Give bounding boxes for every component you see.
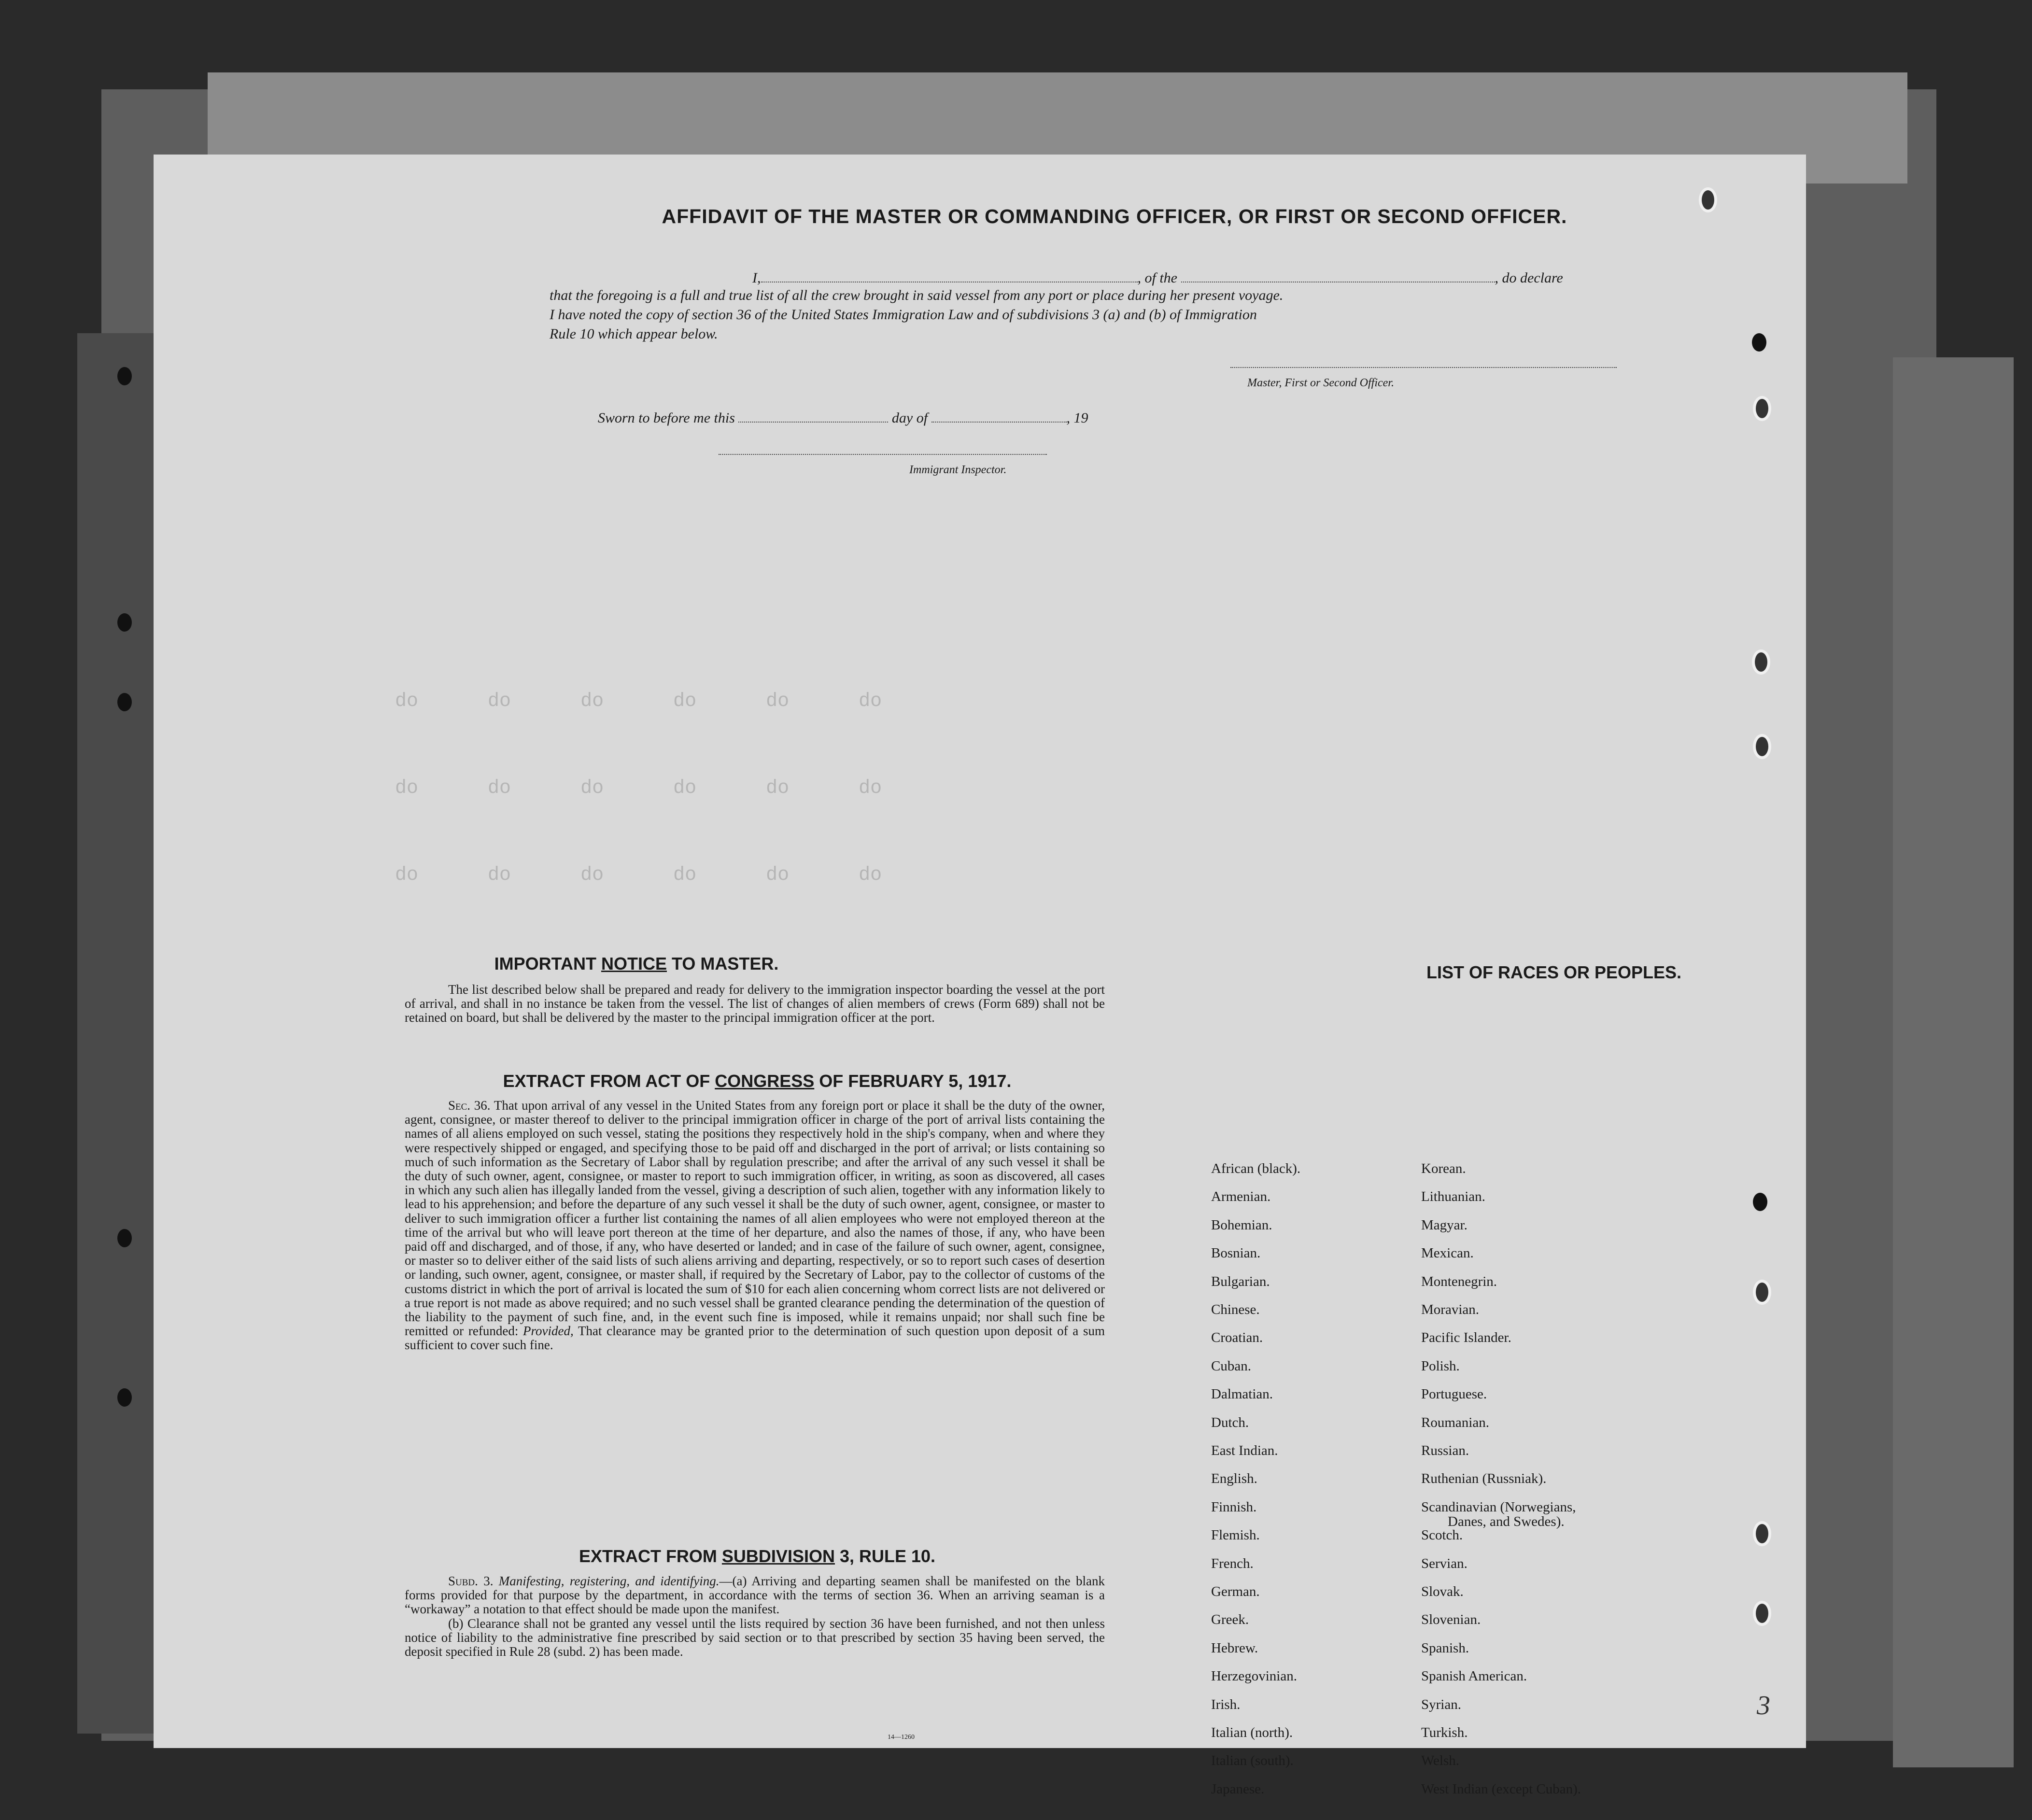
race-item: Syrian. xyxy=(1421,1696,1461,1712)
master-signature-line xyxy=(1230,367,1617,368)
race-item: Herzegovinian. xyxy=(1211,1668,1297,1684)
race-item: Slovenian. xyxy=(1421,1612,1481,1628)
race-item: Polish. xyxy=(1421,1358,1460,1374)
race-item: Italian (south). xyxy=(1211,1753,1294,1769)
binder-hole xyxy=(1753,1601,1771,1626)
sworn-line xyxy=(598,408,1088,426)
extract-rule-title xyxy=(395,1546,1119,1566)
affidavit-text-2: that the foregoing is a full and true list of all the crew brought in said vessel from any port or place during her present voyage. xyxy=(550,287,1284,303)
race-item: Welsh. xyxy=(1421,1753,1460,1769)
race-item: Mexican. xyxy=(1421,1245,1474,1261)
master-signature-label: Master, First or Second Officer. xyxy=(1247,377,1394,389)
race-item: Bohemian. xyxy=(1211,1217,1272,1233)
race-item: Bosnian. xyxy=(1211,1245,1261,1261)
bleed-through: do do do do do do xyxy=(395,777,882,799)
race-item: Ruthenian (Russniak). xyxy=(1421,1471,1547,1487)
subd-para-b: (b) Clearance shall not be granted any vessel until the lists required by section 36 have been furnished, and not then unless notice of liability to the administrative fine prescribed by said section or to that prescribed by section 35 having been served, the deposit specified in Rule 28 (subd. 2) has been made. xyxy=(405,1616,1105,1659)
race-item: Roumanian. xyxy=(1421,1414,1489,1430)
race-item: Slovak. xyxy=(1421,1584,1464,1599)
background-sheet-right xyxy=(1893,357,2014,1767)
vessel-name-blank xyxy=(1181,268,1495,282)
race-item: Croatian. xyxy=(1211,1330,1263,1346)
notice-title-underlined: NOTICE xyxy=(601,954,667,973)
extract-act-title-part: EXTRACT FROM ACT OF xyxy=(503,1071,715,1091)
race-item: Hebrew. xyxy=(1211,1640,1258,1656)
declarant-name-blank xyxy=(761,268,1138,282)
race-item: Armenian. xyxy=(1211,1189,1271,1205)
binder-hole xyxy=(1752,333,1766,352)
race-item: French. xyxy=(1211,1555,1254,1571)
binder-hole xyxy=(1753,1521,1771,1546)
sworn-date-blank xyxy=(738,408,888,423)
binder-hole xyxy=(1699,187,1717,212)
affidavit-text-3: I have noted the copy of section 36 of the United States Immigration Law and of subdivisions 3 (a) and (b) of Immigration xyxy=(550,307,1257,323)
race-item: Danes, and Swedes). xyxy=(1448,1513,1565,1529)
race-item: English. xyxy=(1211,1471,1257,1487)
race-item: Greek. xyxy=(1211,1612,1249,1628)
race-item: Montenegrin. xyxy=(1421,1273,1497,1289)
race-item: Servian. xyxy=(1421,1555,1468,1571)
binder-hole xyxy=(1753,396,1771,421)
race-item: Italian (north). xyxy=(1211,1725,1293,1740)
race-item: Chinese. xyxy=(1211,1302,1260,1317)
binder-hole xyxy=(117,1388,132,1407)
race-item: Lithuanian. xyxy=(1421,1189,1485,1205)
sec-36-text: That upon arrival of any vessel in the United States from any foreign port or place it shall be the duty of the owner, agent, consignee, or master thereof to deliver to the principal immigration officer in charge of the port of arrival lists containing the names of all aliens employed on such vessel, stating the positions they respectively hold in the ship's company, when and where they were respectively shipped or engaged, and specifying those to be paid off and discharged in the port of arrival; or lists containing so much of such information as the Secretary of Labor shall by regulation prescribe; and after the arrival of any such vessel it shall be the duty of such owner, agent, consignee, or master to report to such immigration officer, in writing, as soon as discovered, all cases in which any such alien has illegally landed from the vessel, giving a description of such alien, together with any information likely to lead to his apprehension; and before the departure of any such vessel it shall be the duty of such owner, agent, consignee, or master to deliver to such immigration officer a further list containing the names of all alien employees who were not employed thereon at the time of the arrival but who will leave port thereon at the time of her departure, and also the names of those, if any, who have been paid off and discharged, and of those, if any, who have deserted or landed; and in case of the failure of such owner, agent, consignee, or master so to deliver either of the said lists of such aliens arriving and departing, respectively, or so to report such cases of desertion or landing, such owner, agent, consignee, or master shall, if required by the Secretary of Labor, pay to the collector of customs of the customs district in which the port of arrival is located the sum of $10 for each alien concerning whom correct lists are not delivered or a true report is not made as above required; and no such vessel shall be granted clearance pending the determination of the question of the liability to the payment of such fine, and, in the event such fine is imposed, while it remains unpaid; nor shall such fine be remitted or refunded: xyxy=(405,1098,1105,1339)
sec-36-text-end: That clearance may be granted prior to the determination of such question upon deposit of a sum sufficient to cover such fine. xyxy=(405,1324,1105,1353)
declarant-prefix: I, xyxy=(752,270,761,286)
race-item: Scotch. xyxy=(1421,1527,1463,1543)
binder-hole xyxy=(1753,734,1771,759)
binder-hole xyxy=(117,693,132,711)
sworn-month-blank xyxy=(931,408,1067,423)
notice-title xyxy=(395,954,878,974)
corner-handwritten-mark: 3 xyxy=(1757,1691,1770,1721)
race-item: Dutch. xyxy=(1211,1414,1249,1430)
race-item: Korean. xyxy=(1421,1161,1466,1176)
extract-rule-title-part: 3, RULE 10. xyxy=(834,1546,936,1566)
vessel-prefix: , of the xyxy=(1137,270,1177,286)
sec-label: Sec. 36. xyxy=(448,1098,491,1113)
binder-hole xyxy=(117,367,132,385)
form-number: 14—1260 xyxy=(888,1734,915,1741)
binder-hole xyxy=(1752,649,1770,675)
extract-act-body xyxy=(405,1099,1105,1353)
binder-hole xyxy=(117,613,132,632)
race-item: African (black). xyxy=(1211,1161,1301,1176)
race-item: Dalmatian. xyxy=(1211,1386,1273,1402)
race-item: Russian. xyxy=(1421,1443,1469,1458)
year-label: , 19 xyxy=(1066,410,1088,426)
race-item: Pacific Islander. xyxy=(1421,1330,1511,1346)
affidavit-page xyxy=(154,155,1806,1797)
bleed-through: do do do do do do xyxy=(395,691,882,712)
race-item: Japanese. xyxy=(1211,1781,1265,1797)
race-item: Spanish American. xyxy=(1421,1668,1527,1684)
bleed-through: do do do do do do xyxy=(395,864,882,886)
race-item: East Indian. xyxy=(1211,1443,1278,1458)
extract-act-title-underlined: CONGRESS xyxy=(715,1071,815,1091)
binder-hole xyxy=(117,1229,132,1247)
race-item: Cuban. xyxy=(1211,1358,1251,1374)
binder-hole xyxy=(1753,1193,1767,1211)
race-item: Spanish. xyxy=(1421,1640,1469,1656)
extract-rule-body xyxy=(405,1574,1105,1659)
extract-rule-title-underlined: SUBDIVISION xyxy=(721,1546,835,1566)
subd-para-a: —(a) Arriving and departing seamen shall be manifested on the blank forms provided for that purpose by the department, in accordance with the terms of section 36. When an arriving seaman is a “workaway” a notation to that effect should be made upon the manifest. xyxy=(405,1574,1105,1617)
race-item: Finnish. xyxy=(1211,1499,1257,1515)
race-item: Magyar. xyxy=(1421,1217,1468,1233)
declare-suffix: , do declare xyxy=(1495,270,1563,286)
sworn-prefix: Sworn to before me this xyxy=(598,410,735,426)
inspector-label: Immigrant Inspector. xyxy=(909,464,1007,476)
race-item: Portuguese. xyxy=(1421,1386,1487,1402)
race-item: Moravian. xyxy=(1421,1302,1479,1317)
binder-hole xyxy=(1753,1280,1771,1305)
notice-title-part: TO MASTER. xyxy=(666,954,779,973)
race-item: Scandinavian (Norwegians, xyxy=(1421,1499,1576,1515)
notice-body: The list described below shall be prepared and ready for delivery to the immigration inspector boarding the vessel at the port of arrival, and shall in no instance be taken from the vessel. The list of changes of alien members of crews (Form 689) shall not be retained on board, but shall be delivered by the master to the principal immigration officer at the port. xyxy=(405,982,1105,1025)
day-of-label: day of xyxy=(891,410,928,426)
extract-rule-title-part: EXTRACT FROM xyxy=(579,1546,722,1566)
race-item: Flemish. xyxy=(1211,1527,1260,1543)
race-item: West Indian (except Cuban). xyxy=(1421,1781,1581,1797)
declaration-line xyxy=(550,268,1563,286)
subd-heading: Manifesting, registering, and identifying. xyxy=(498,1574,720,1588)
notice-title-part: IMPORTANT xyxy=(494,954,601,973)
races-title: LIST OF RACES OR PEOPLES. xyxy=(1426,962,1682,982)
extract-act-title-part: OF FEBRUARY 5, 1917. xyxy=(814,1071,1012,1091)
affidavit-text-4: Rule 10 which appear below. xyxy=(550,326,718,342)
race-item: Turkish. xyxy=(1421,1725,1468,1740)
subd-label: Subd. 3. xyxy=(448,1574,494,1588)
provided-word: Provided, xyxy=(523,1324,574,1339)
race-item: Irish. xyxy=(1211,1696,1241,1712)
affidavit-title: AFFIDAVIT OF THE MASTER OR COMMANDING OFFICER, OR FIRST OR SECOND OFFICER. xyxy=(662,205,1567,227)
inspector-signature-line xyxy=(719,454,1047,455)
race-item: German. xyxy=(1211,1584,1260,1599)
race-item: Bulgarian. xyxy=(1211,1273,1270,1289)
extract-act-title xyxy=(395,1071,1119,1091)
